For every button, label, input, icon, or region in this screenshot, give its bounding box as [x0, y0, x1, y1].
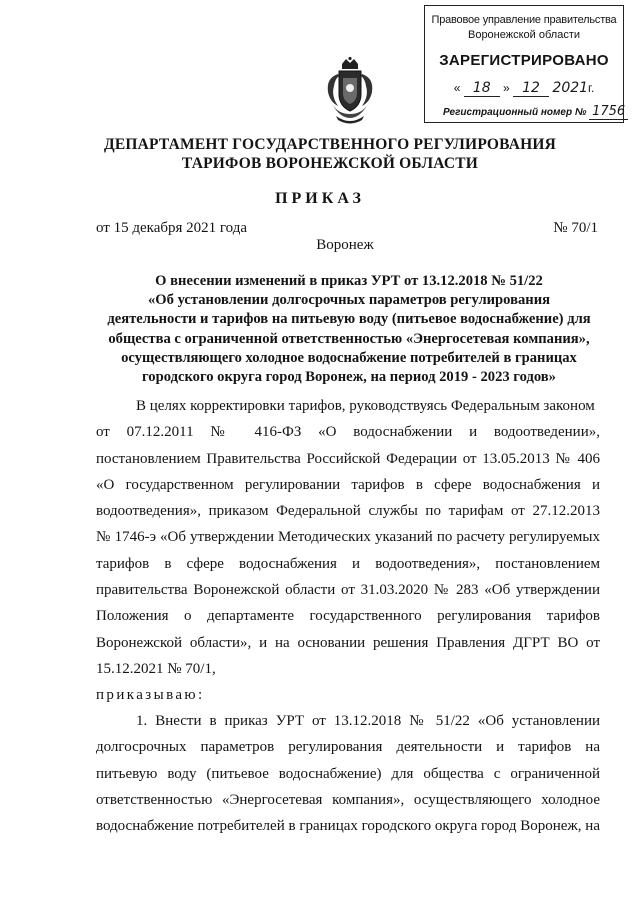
preamble-line: В целях корректировки тарифов, руководствуясь Федеральным законом	[136, 398, 595, 414]
item-1-line: питьевую воду (питьевое водоснабжение) для общества с ограниченной	[96, 765, 600, 782]
stamp-date: « 18 » 12 2021г.	[453, 80, 595, 96]
department-name-line2: ТАРИФОВ ВОРОНЕЖСКОЙ ОБЛАСТИ	[181, 155, 479, 172]
item-1-line: водоснабжение потребителей в границах городского округа город Воронеж, на	[96, 818, 600, 835]
stamp-reg-number-line	[425, 104, 626, 120]
item-1-line: ответственностью «Энергосетевая компания», осуществляющего холодное	[96, 791, 600, 808]
item-1-line: 1. Внести в приказ УРТ от 13.12.2018 № 51/22 «Об установлении	[136, 713, 600, 729]
preamble-line: «О государственном регулировании тарифов в сфере водоснабжения и	[96, 476, 600, 493]
stamp-registered: ЗАРЕГИСТРИРОВАНО	[439, 52, 609, 69]
preamble-line: № 1746-э «Об утверждении Методических указаний по расчету регулируемых	[96, 529, 600, 546]
order-word: приказываю:	[96, 687, 205, 704]
department-name-line1: ДЕПАРТАМЕНТ ГОСУДАРСТВЕННОГО РЕГУЛИРОВАНИЯ	[103, 136, 557, 153]
order-date: от 15 декабря 2021 года	[96, 220, 248, 236]
stamp-date-month: 12	[513, 80, 549, 97]
preamble-line: водоотведения», приказом Федеральной службы по тарифам от 27.12.2013	[96, 503, 600, 520]
order-number: № 70/1	[553, 220, 598, 236]
title-line: О внесении изменений в приказ УРТ от 13.12.2018 № 51/22	[155, 273, 543, 289]
preamble-line: правительства Воронежской области от 31.03.2020 № 283 «Об утверждении	[96, 582, 600, 599]
preamble-line: 15.12.2021 № 70/1,	[96, 660, 216, 677]
document-type: ПРИКАЗ	[275, 190, 365, 207]
title-line: «Об установлении долгосрочных параметров регулирования	[147, 292, 550, 309]
stamp-reg-number: 1756	[589, 104, 628, 120]
stamp-reg-label: Регистрационный номер №	[443, 107, 587, 118]
item-1-paragraph	[96, 708, 600, 839]
preamble-paragraph	[96, 393, 600, 709]
item-1-line: долгосрочных параметров регулирования деятельности и тарифов на	[96, 739, 600, 756]
title-line: деятельности и тарифов на питьевую воду (питьевое водоснабжение) для	[107, 311, 591, 328]
title-line: общества с ограниченной ответственностью «Энергосетевая компания»,	[108, 330, 590, 347]
stamp-year-suffix: г.	[588, 81, 595, 95]
stamp-org-line2: Воронежской области	[467, 29, 580, 41]
title-line: осуществляющего холодное водоснабжение потребителей в границах	[121, 349, 577, 366]
coat-of-arms-icon	[318, 56, 382, 128]
preamble-line: постановлением Правительства Российской Федерации от 13.05.2013 № 406	[96, 450, 600, 467]
preamble-line: Воронежской области», и на основании решения Правления ДГРТ ВО от	[96, 634, 600, 651]
preamble-line: Положения о департаменте государственного регулирования тарифов	[96, 608, 600, 625]
preamble-line: от 07.12.2011 № 416-ФЗ «О водоснабжении и водоотведении»,	[96, 424, 600, 441]
stamp-org-line1: Правовое управление правительства	[431, 14, 617, 26]
preamble-line: тарифов в сфере водоснабжения и водоотведения», постановлением	[96, 555, 600, 572]
stamp-date-year: 2021	[552, 80, 589, 96]
order-city: Воронеж	[316, 237, 374, 253]
stamp-date-day: 18	[464, 80, 500, 97]
registration-stamp	[424, 5, 624, 123]
department-name	[60, 135, 600, 173]
title-line: городского округа город Воронеж, на период 2019 - 2023 годов»	[142, 369, 556, 386]
order-title	[96, 272, 602, 387]
